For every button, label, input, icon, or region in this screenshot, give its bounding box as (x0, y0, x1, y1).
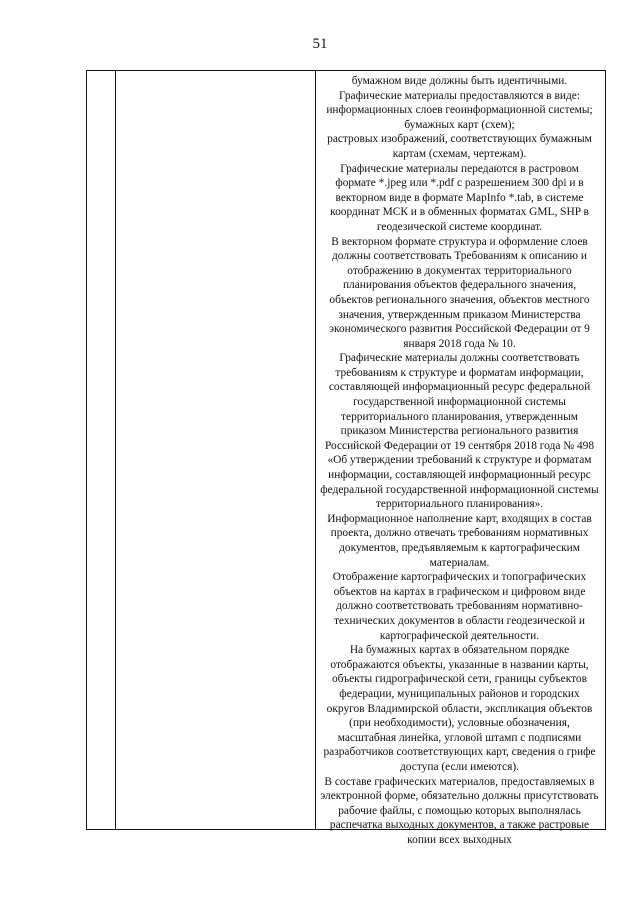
paragraph: Графические материалы предоставляются в виде: (339, 89, 580, 102)
paragraph: бумажном виде должны быть идентичными. (351, 75, 568, 87)
paragraph: Графические материалы должны соответствовать требованиям к структуре и форматам информации, составляющей информационный ресурс федеральной государственной информационной системы территориального планирования, утвержденным приказом Министерства регионального развития Российской Федерации от 19 сентября 2018 года № 498 «Об утверждении требований к структуре и форматам информации, составляющей информационный ресурс федеральной государственной информационной системы территориального планирования». (320, 352, 599, 511)
page-number: 51 (312, 36, 328, 52)
paragraph: Отображение картографических и топографических объектов на картах в графическом и цифровом виде должно соответствовать требованиям нормативно-технических документов в области геодезической и картографической деятельности. (332, 571, 587, 642)
table-cell-content (316, 74, 603, 846)
paragraph: В составе графических материалов, предоставляемых в электронной форме, обязательно должны присутствовать рабочие файлы, с помощью которых выполнялась распечатка выходных документов, а также растровые копии всех выходных (320, 775, 599, 846)
paragraph: растровых изображений, соответствующих бумажным картам (схемам, чертежам). (327, 133, 592, 160)
paragraph: Графические материалы передаются в растровом формате *.jpeg или *.pdf с разрешением 300 dpi и в векторном виде в формате MapInfo *.tab, в системе координат МСК и в обменных форматах GML, SHP в геодезической системе координат. (330, 162, 589, 233)
paragraph: бумажных карт (схем); (404, 118, 515, 131)
paragraph: информационных слоев геоинформационной системы; (326, 104, 593, 117)
paragraph: В векторном формате структура и оформление слоев должны соответствовать Требованиям к описанию и отображению в документах территориального планирования объектов федерального значения, объектов регионального значения, объектов местного значения, утвержденным приказом Министерства экономического развития Российской Федерации от 9 января 2018 года № 10. (329, 235, 590, 350)
paragraph: Информационное наполнение карт, входящих в состав проекта, должно отвечать требованиям нормативных документов, предъявляемым к картографическим материалам. (327, 512, 592, 569)
document-table (86, 70, 606, 846)
paragraph: На бумажных картах в обязательном порядке отображаются объекты, указанные в названии карты, объекты гидрографической сети, границы субъектов федерации, муниципальных районов и городских округов Владимирской области, экспликация объектов (при необходимости), условные обозначения, масштабная линейка, угловой штамп с подписями разработчиков соответствующих карт, сведения о грифе доступа (если имеются). (323, 644, 596, 773)
table-column-divider (115, 71, 116, 829)
